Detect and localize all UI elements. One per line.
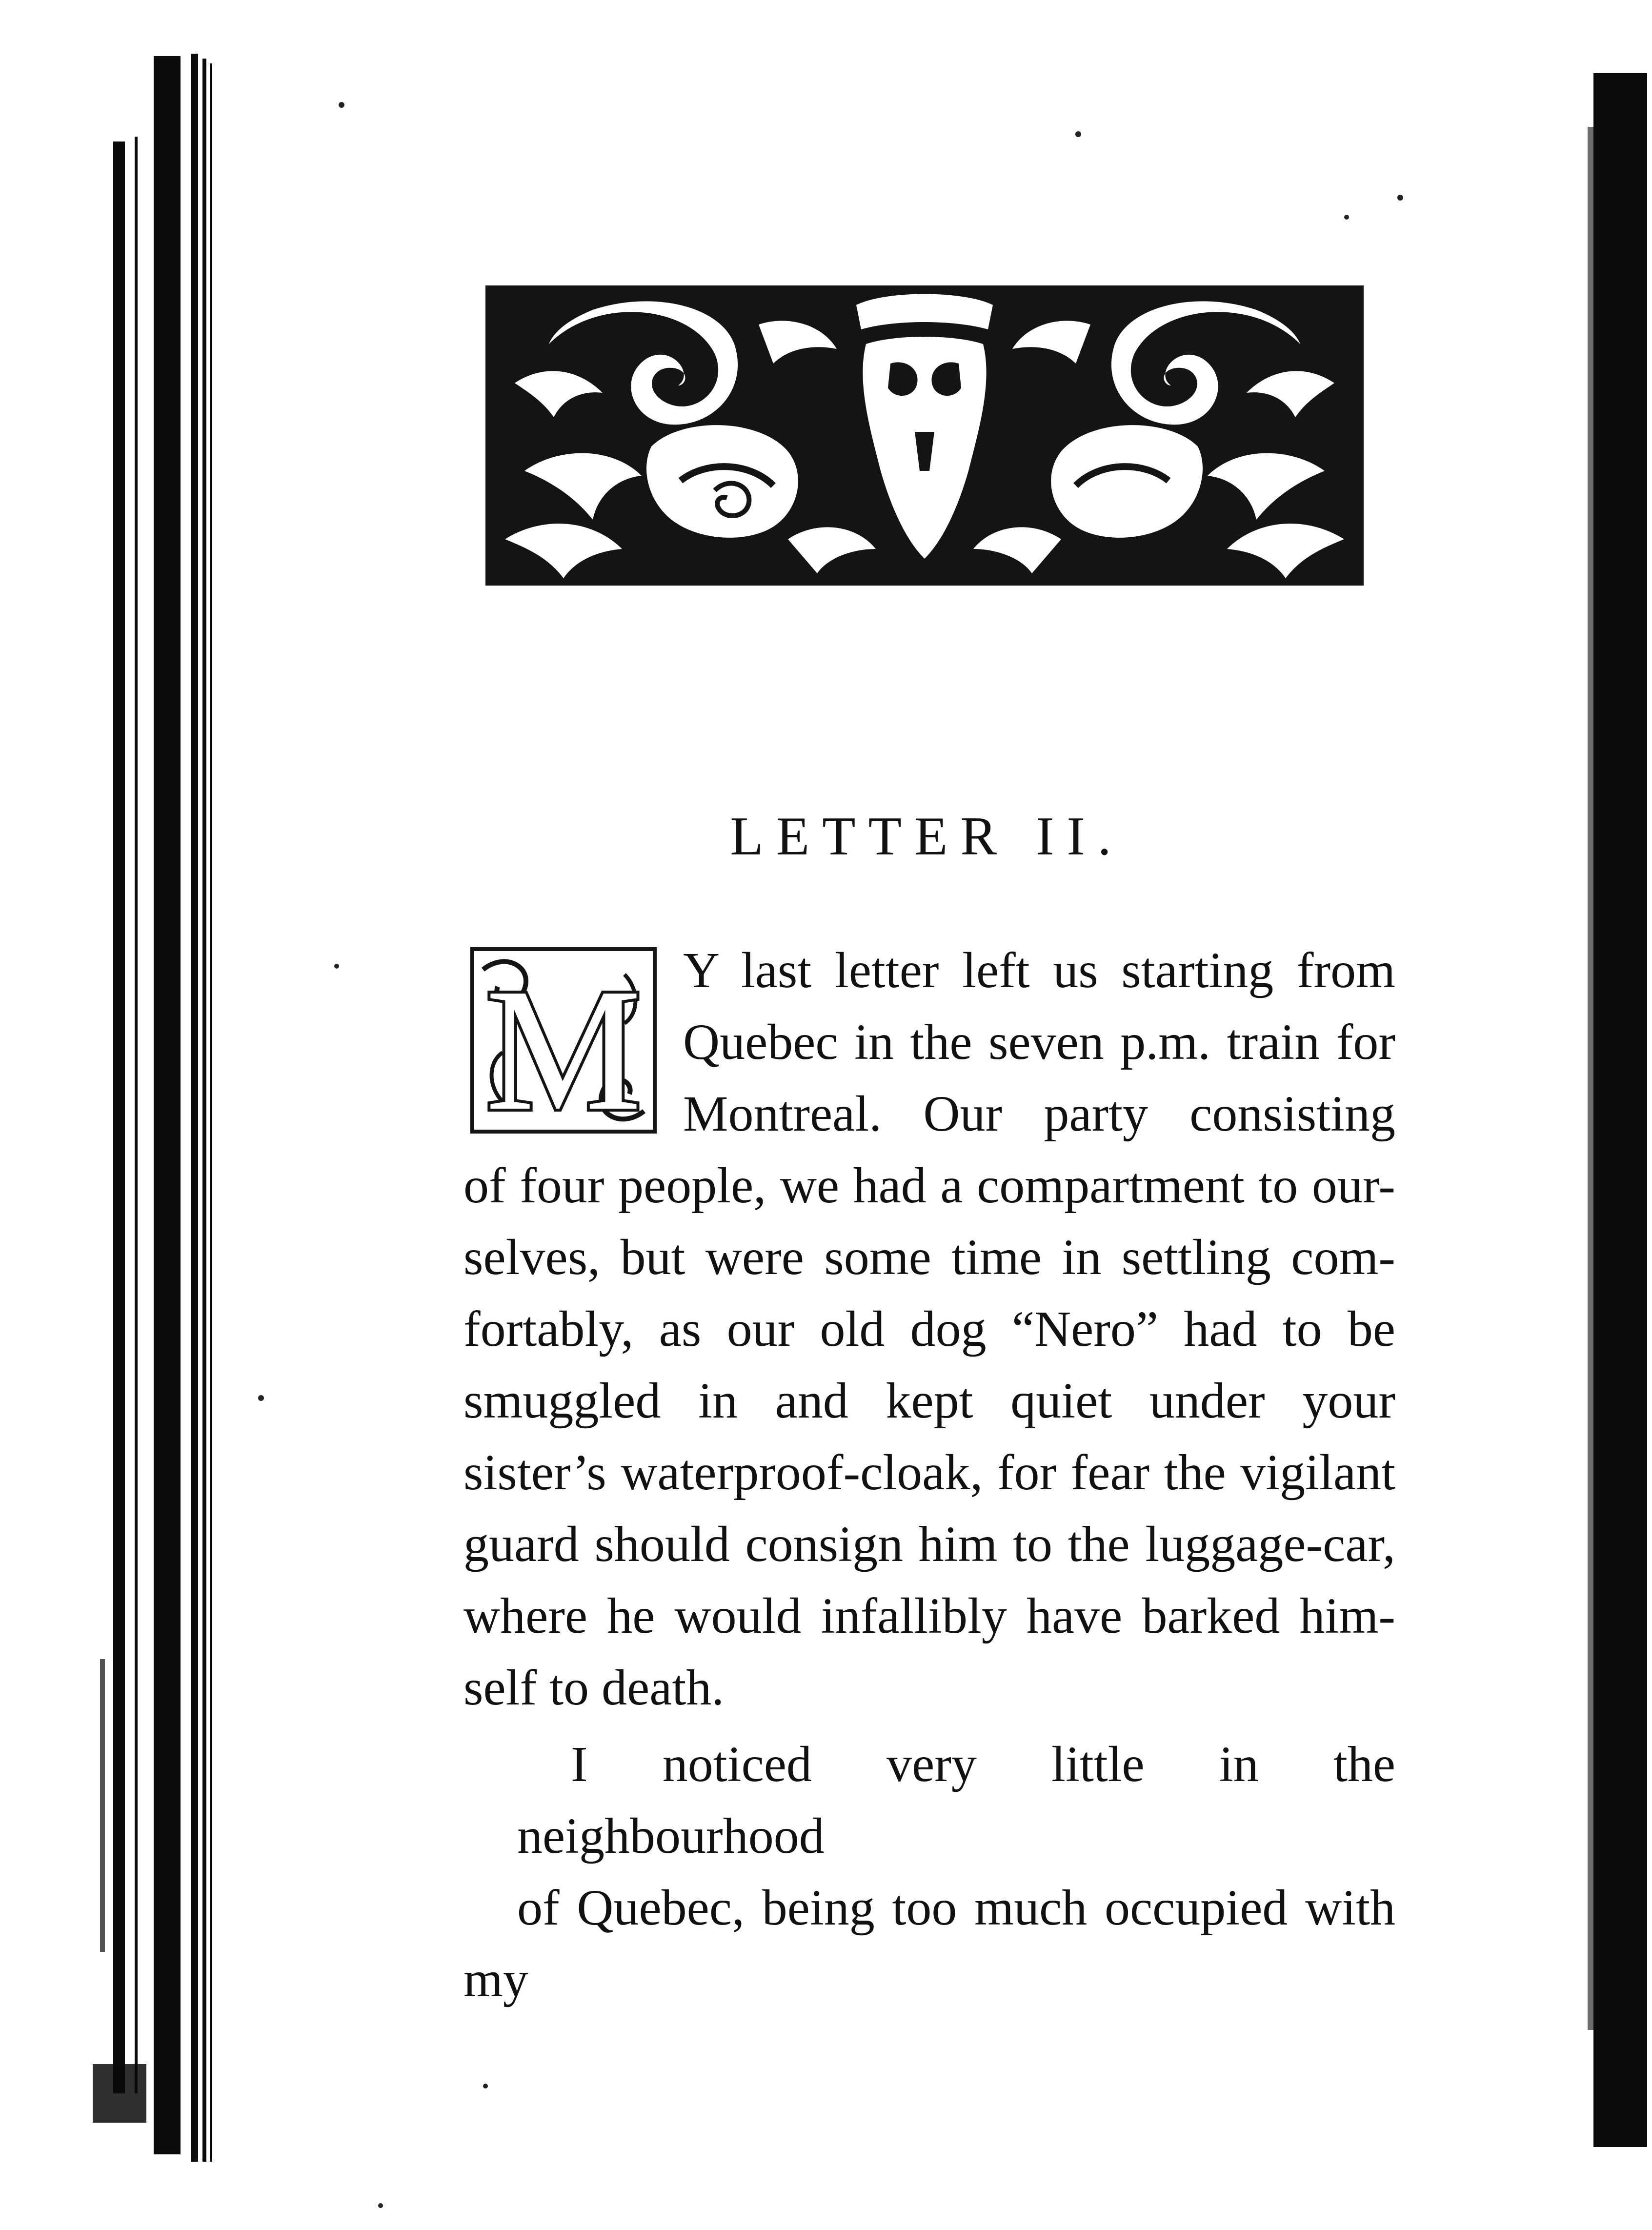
paragraph-1-line-7: smuggled in and kept quiet under your <box>463 1373 1395 1429</box>
drop-cap-letter: M <box>485 952 642 1140</box>
paragraph-1-line-5: selves, but were some time in settling com- <box>463 1229 1395 1285</box>
right-page-edge <box>1584 0 1652 2230</box>
paragraph-1-line-2: Quebec in the seven p.m. train for <box>683 1014 1395 1070</box>
floral-initial-m <box>463 940 664 1140</box>
paragraph-2-line-2: of Quebec, being too much occupied with my <box>463 1880 1395 2007</box>
paragraph-1-line-6: fortably, as our old dog “Nero” had to be <box>463 1301 1395 1357</box>
paragraph-1-line-8: sister’s waterproof-cloak, for fear the vigilant <box>463 1444 1395 1500</box>
left-page-edge <box>0 0 234 2230</box>
paragraph-2-line-1: I noticed very little in the neighbourhood <box>517 1736 1395 1864</box>
letter-heading: LETTER II. <box>730 806 1124 867</box>
paragraph-1-line-9: guard should consign him to the luggage-car, <box>463 1516 1395 1572</box>
letter-body <box>463 934 1395 2015</box>
paragraph-1 <box>463 934 1395 1723</box>
paragraph-1-line-10: where he would infallibly have barked him- <box>463 1588 1395 1644</box>
foliage-scroll-ornament <box>485 285 1364 586</box>
paragraph-1-line-1: Y last letter left us starting from <box>683 942 1395 998</box>
paragraph-1-line-11: self to death. <box>463 1660 725 1716</box>
paragraph-2 <box>463 1728 1395 2015</box>
paragraph-1-line-4: of four people, we had a compartment to our- <box>463 1157 1395 1214</box>
paragraph-1-line-3: Montreal. Our party consisting <box>683 1086 1395 1142</box>
